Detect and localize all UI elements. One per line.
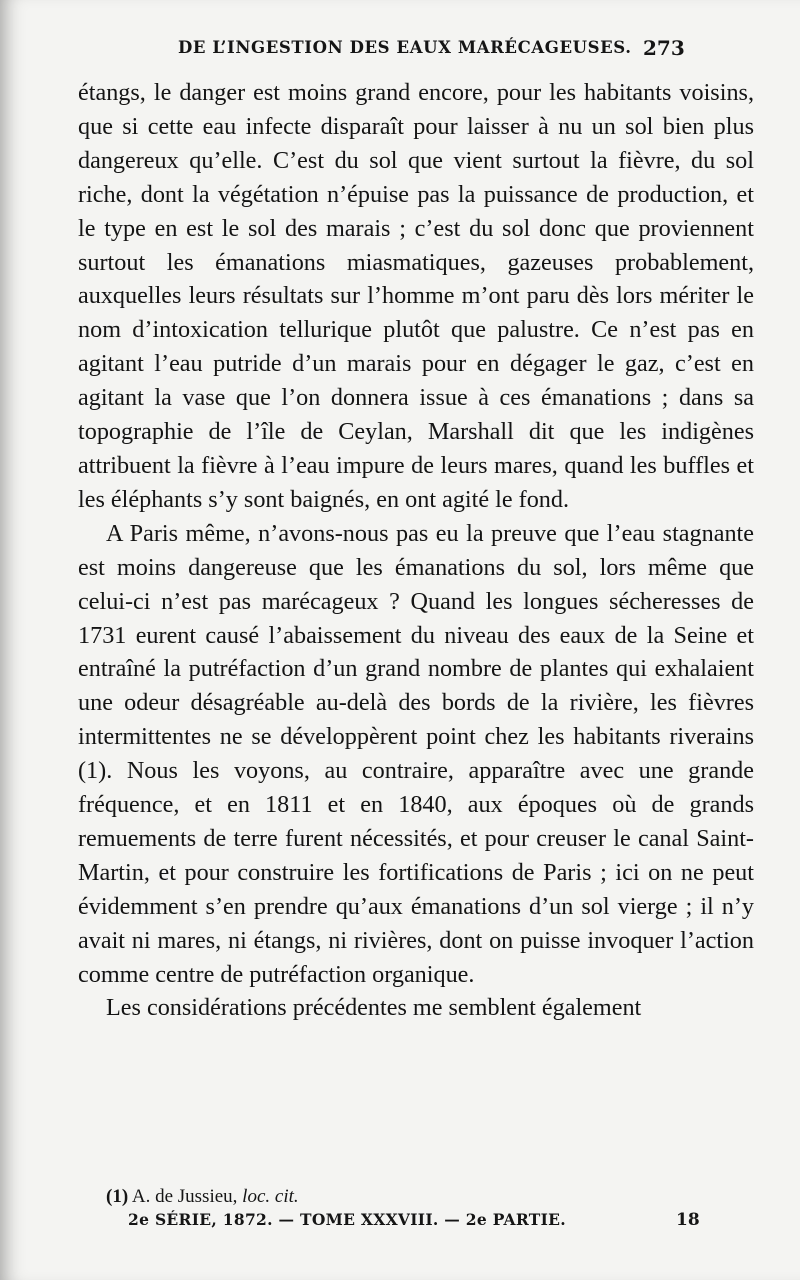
body-text xyxy=(78,76,754,1025)
series-line: 2e SÉRIE, 1872. — TOME XXXVIII. — 2e PARTIE. xyxy=(128,1210,566,1229)
footnote-author: A. de Jussieu, xyxy=(131,1186,238,1207)
footnote-marker: (1) xyxy=(106,1186,129,1207)
signature-number: 18 xyxy=(676,1210,700,1230)
running-title: DE L’INGESTION DES EAUX MARÉCAGEUSES. xyxy=(178,38,632,57)
printer-signature xyxy=(128,1210,708,1236)
page-number: 273 xyxy=(643,36,685,60)
footnote xyxy=(106,1186,706,1208)
paragraph-continued: étangs, le danger est moins grand encore, pour les habitants voisins, que si cette eau infecte disparaît pour laisser à nu un sol bien plus dangereux qu’elle. C’est du sol que vient surtout la fièvre, du sol riche, dont la végétation n’épuise pas la puissance de production, et le type en est le sol des marais ; c’est du sol donc que proviennent surtout les émanations miasmatiques, gazeuses probablement, auxquelles leurs résultats sur l’homme m’ont paru dès lors mériter le nom d’intoxication tellurique plutôt que palustre. Ce n’est pas en agitant l’eau putride d’un marais pour en dégager le gaz, c’est en agitant la vase que l’on donnera issue à ces émanations ; dans sa topographie de l’île de Ceylan, Marshall dit que les indigènes attribuent la fièvre à l’eau impure de leurs mares, quand les buffles et les éléphants s’y sont baignés, en ont agité le fond. xyxy=(78,79,754,513)
paragraph-considerations: Les considérations précédentes me semblent également xyxy=(106,994,642,1022)
page-header xyxy=(160,38,800,68)
footnote-reference: loc. cit. xyxy=(242,1186,299,1207)
paragraph-paris: A Paris même, n’avons-nous pas eu la preuve que l’eau stagnante est moins dangereuse que les émanations du sol, lors même que celui-ci n’est pas marécageux ? Quand les longues sécheresses de 1731 eurent causé l’abaissement du niveau des eaux de la Seine et entraîné la putréfaction d’un grand nombre de plantes qui exhalaient une odeur désagréable au-delà des bords de la rivière, les fièvres intermittentes ne se développèrent point chez les habitants riverains (1). Nous les voyons, au contraire, apparaître avec une grande fréquence, et en 1811 et en 1840, aux époques où de grands remuements de terre furent nécessités, et pour creuser le canal Saint-Martin, et pour construire les fortifications de Paris ; ici on ne peut évidemment s’en prendre qu’aux émanations d’un sol vierge ; il n’y avait ni mares, ni étangs, ni rivières, dont on puisse invoquer l’action comme centre de putréfaction organique. xyxy=(78,519,754,988)
